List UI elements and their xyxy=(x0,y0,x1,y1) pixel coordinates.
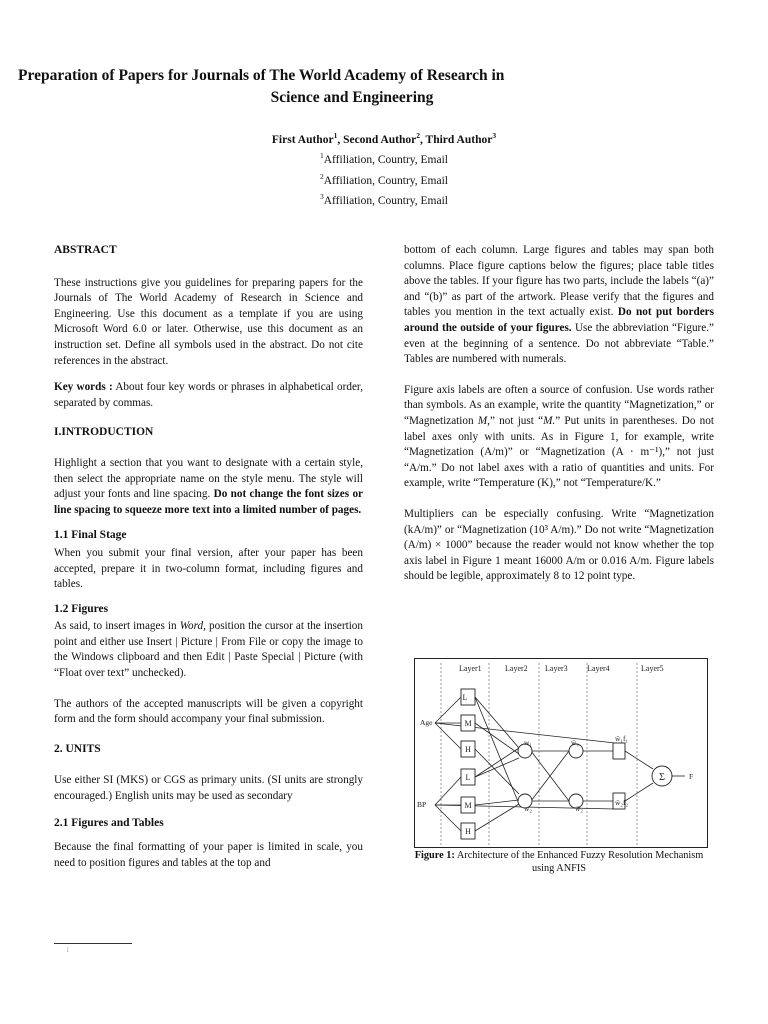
figures-guidelines-a: bottom of each column. Large figures and tables may span both columns. Place figure captions below the figures; place table titles above the tables. If your figure has two parts, include the labels “(a)” and “(b)” as part of the artwork. Please verify that the figures and tables you mention in the text actually exist. xyxy=(404,244,714,319)
figure-caption xyxy=(404,849,714,875)
affiliation-3 xyxy=(0,189,768,209)
figures-guidelines-text xyxy=(404,243,714,368)
figures-text-word: Word, xyxy=(179,620,206,633)
paper-title xyxy=(0,65,768,109)
keywords-label: Key words : xyxy=(54,381,113,394)
author-1: First Author xyxy=(271,133,334,146)
figures-tables-text: Because the final formatting of your paper is limited in scale, you need to position figures and tables at the top and xyxy=(54,841,363,869)
title-line-1: Preparation of Papers for Journals of The World Academy of Research in xyxy=(18,67,505,84)
mf-label-5: M xyxy=(464,801,472,810)
mf-label-1: L xyxy=(462,693,468,702)
axis-labels-b: ” not just “ xyxy=(489,414,544,427)
author-1-sup: 1 xyxy=(333,131,338,140)
final-stage-text: When you submit your final version, after your paper has been accepted, prepare it in two-column format, including figures and tables. xyxy=(54,546,363,591)
affiliation-3-sup: 3 xyxy=(320,191,324,201)
keywords-text: About four key words or phrases in alphabetical order, separated by commas. xyxy=(54,381,363,409)
anfis-diagram xyxy=(415,659,707,847)
layer-1-label: Layer1 xyxy=(459,664,482,673)
left-column xyxy=(54,243,363,886)
mf-label-3: H xyxy=(465,745,471,754)
figures-guidelines-bold: Do not put borders around the outside of your figures. xyxy=(404,306,714,334)
wf2-label: w̄₂f₂ xyxy=(615,798,629,807)
sum-label: Σ xyxy=(659,772,665,783)
wbar1-label: w̄₁ xyxy=(571,738,580,747)
figures-text-a: As said, to insert images in xyxy=(54,620,180,633)
input-age-label: Age xyxy=(420,718,433,727)
abstract-heading: ABSTRACT xyxy=(54,244,117,256)
author-3-sup: 3 xyxy=(492,131,497,140)
mf-label-6: H xyxy=(465,827,471,836)
author-separator: , xyxy=(337,133,344,146)
layer-5-label: Layer5 xyxy=(641,664,664,673)
footnote-rule xyxy=(54,943,132,944)
w2-label: w₂ xyxy=(524,804,533,813)
introduction-bold: Do not change the font sizes or line spacing to squeeze more text into a limited number of pages. xyxy=(54,488,363,516)
authors-notice-text: The authors of the accepted manuscripts will be given a copyright form and the form should accompany your final submission. xyxy=(54,697,363,726)
figures-guidelines-b: Use the abbreviation “Figure.” even at the beginning of a sentence. Do not abbreviate “Table.” Tables are numbered with numerals. xyxy=(404,321,714,366)
units-heading: 2. UNITS xyxy=(54,742,101,755)
author-block xyxy=(0,128,768,209)
mf-label-4: L xyxy=(465,773,471,782)
figures-text-b: position the cursor at the insertion point and either use Insert | Picture | From File or copy the image to the Windows clipboard and then Edit | Paste Special | Picture (with “Float over text” unchecked). xyxy=(54,620,363,680)
wf1-label: w̄₁f₁ xyxy=(615,734,629,743)
author-names xyxy=(0,128,768,148)
keywords-paragraph xyxy=(54,380,363,411)
title-line-2: Science and Engineering xyxy=(270,89,434,106)
units-text: Use either SI (MKS) or CGS as primary units. (SI units are strongly encouraged.) English units may be used as secondary xyxy=(54,774,363,803)
consequent-node-1 xyxy=(613,743,625,759)
introduction-heading: I.INTRODUCTION xyxy=(54,426,154,439)
affiliation-2 xyxy=(0,169,768,189)
author-2-sup: 2 xyxy=(416,131,420,140)
affiliation-1-sup: 1 xyxy=(320,151,324,161)
affiliation-1 xyxy=(0,148,768,168)
affiliation-2-sup: 2 xyxy=(320,171,324,181)
figures-heading: 1.2 Figures xyxy=(54,602,109,615)
axis-labels-text xyxy=(404,383,714,492)
figures-text xyxy=(54,619,363,681)
affiliation-2-text: Affiliation, Country, Email xyxy=(323,174,448,187)
wbar2-label: w̄₂ xyxy=(575,804,584,813)
footnote-mark: 1 xyxy=(66,946,70,954)
figures-tables-heading: 2.1 Figures and Tables xyxy=(54,816,164,829)
author-2: Second Author xyxy=(343,133,417,146)
figure-caption-text: Architecture of the Enhanced Fuzzy Resolution Mechanism using ANFIS xyxy=(454,850,704,874)
output-label: F xyxy=(689,772,694,781)
w1-label: w₁ xyxy=(524,738,533,747)
layer-2-label: Layer2 xyxy=(505,664,528,673)
mf-label-2: M xyxy=(464,719,472,728)
axis-labels-m1: M, xyxy=(477,414,490,427)
layer-3-label: Layer3 xyxy=(545,664,568,673)
axis-labels-a: Figure axis labels are often a source of confusion. Use words rather than symbols. As an example, write the quantity “Magnetization,” or “Magnetization xyxy=(404,383,714,427)
figure-caption-label: Figure 1: xyxy=(414,850,455,861)
affiliation-1-text: Affiliation, Country, Email xyxy=(323,154,448,167)
abstract-text: These instructions give you guidelines for preparing papers for the Journals of The World Academy of Research in Science and Engineering. Use this document as a template if you are using Microsoft Word 6.0 or later. Otherwise, use this document as an instruction set. Define all symbols used in the abstract. Do not cite references in the abstract. xyxy=(54,276,363,367)
author-3: Third Author xyxy=(425,133,493,146)
author-separator: , xyxy=(419,133,426,146)
affiliation-3-text: Affiliation, Country, Email xyxy=(323,194,448,207)
layer-4-label: Layer4 xyxy=(587,664,610,673)
final-stage-heading: 1.1 Final Stage xyxy=(54,529,127,542)
introduction-text xyxy=(54,456,363,518)
input-bp-label: BP xyxy=(417,800,427,809)
axis-labels-m2: M. xyxy=(543,414,556,427)
introduction-body: Highlight a section that you want to designate with a certain style, then select the appropriate name on the style menu. The style will adjust your fonts and line spacing. xyxy=(54,456,363,501)
figure-anfis-architecture xyxy=(414,658,708,848)
axis-labels-c: ” Put units in parentheses. Do not label axes only with units. As in Figure 1, for example, write “Magnetization (A/m)” or “Magnetization (A ⋅ m⁻¹),” not just “A/m.” Do not label axes with a ratio of quantities and units. For example, write “Temperature (K),” not “Temperature/K.” xyxy=(404,414,714,490)
right-column xyxy=(404,243,714,600)
multipliers-text: Multipliers can be especially confusing. Write “Magnetization (kA/m)” or “Magnetization (10³ A/m).” Do not write “Magnetization (A/m) × 1000” because the reader would not know whether the top axis label in Figure 1 meant 16000 A/m or 0.016 A/m. Figure labels should be legible, approximately 8 to 12 point type. xyxy=(404,507,714,583)
